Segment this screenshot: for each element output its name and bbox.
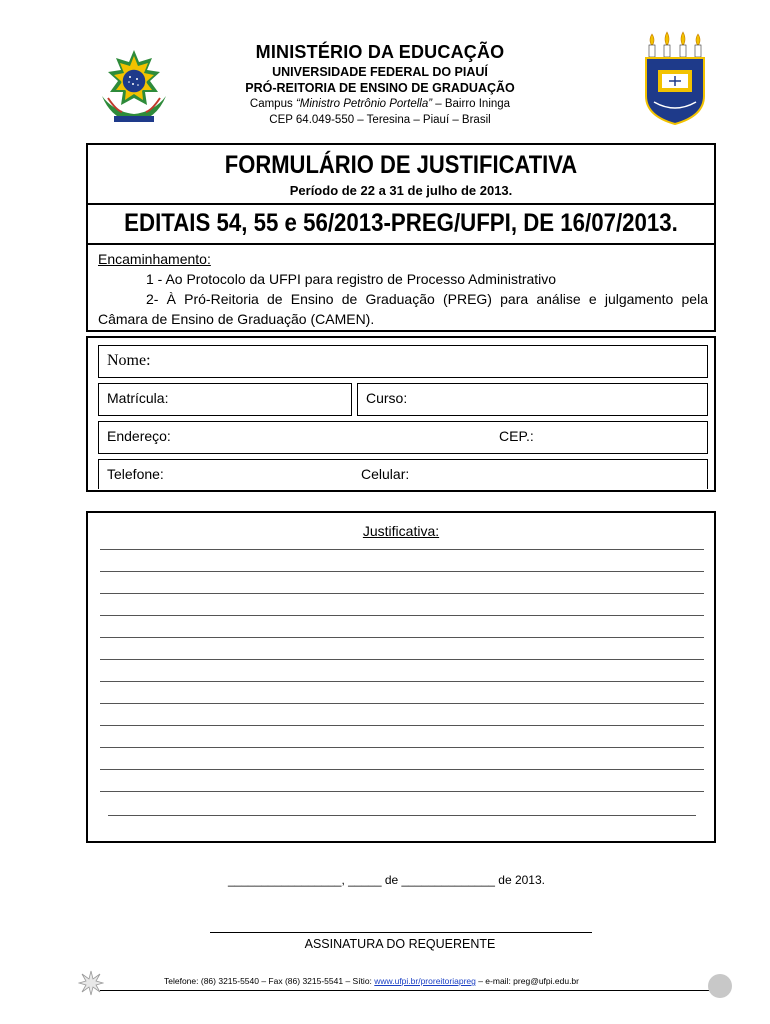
encaminhamento-item-1: 1 - Ao Protocolo da UFPI para registro de Processo Administrativo	[146, 271, 557, 287]
period-text: Período de 22 a 31 de julho de 2013.	[289, 183, 513, 198]
footer-rule	[100, 990, 716, 991]
telefone-label: Telefone:	[107, 466, 164, 482]
page-circle-icon[interactable]	[708, 974, 732, 998]
campus-prefix: Campus	[249, 98, 296, 110]
signature-label: ASSINATURA DO REQUERENTE	[304, 937, 496, 951]
footer-text-before: Telefone: (86) 3215-5540 – Fax (86) 3215-5541 – Sítio:	[164, 976, 375, 986]
pro-rectory-name: PRÓ-REITORIA DE ENSINO DE GRADUAÇÃO	[245, 81, 515, 95]
university-name: UNIVERSIDADE FEDERAL DO PIAUÍ	[272, 65, 488, 79]
curso-field[interactable]	[357, 383, 708, 416]
campus-line	[180, 98, 580, 110]
justificativa-line	[100, 769, 704, 770]
ministry-title: MINISTÉRIO DA EDUCAÇÃO	[255, 42, 505, 62]
justificativa-line	[100, 681, 704, 682]
nome-field[interactable]	[98, 345, 708, 378]
justificativa-line	[100, 747, 704, 748]
justificativa-line	[100, 549, 704, 550]
nome-label: Nome:	[107, 352, 151, 369]
footer-link[interactable]: www.ufpi.br/proreitoriapreg	[374, 976, 476, 986]
address-line: CEP 64.049-550 – Teresina – Piauí – Brasil	[269, 114, 491, 126]
encaminhamento-section	[98, 249, 708, 329]
date-line[interactable]: _________________, _____ de ______________ de 2013.	[228, 873, 545, 887]
editais-title: EDITAIS 54, 55 e 56/2013-PREG/UFPI, DE 16/07/2013.	[124, 209, 678, 237]
cep-label: CEP.:	[499, 428, 534, 444]
justificativa-line	[100, 791, 704, 792]
celular-label: Celular:	[361, 466, 410, 482]
justificativa-line	[100, 703, 704, 704]
matricula-label: Matrícula:	[107, 390, 169, 406]
justificativa-label: Justificativa:	[362, 523, 440, 539]
justificativa-line	[100, 659, 704, 660]
justificativa-line	[100, 593, 704, 594]
editais-separator	[88, 243, 714, 245]
justificativa-line	[100, 615, 704, 616]
telefone-field[interactable]	[98, 459, 708, 489]
justificativa-line	[100, 571, 704, 572]
footer-contact	[164, 976, 579, 986]
form-title: FORMULÁRIO DE JUSTIFICATIVA	[224, 151, 578, 179]
curso-label: Curso:	[366, 390, 408, 406]
endereco-label: Endereço:	[107, 428, 171, 444]
title-box	[86, 143, 716, 332]
encaminhamento-item-2-cont: Câmara de Ensino de Graduação (CAMEN).	[98, 311, 375, 327]
starburst-icon	[78, 970, 104, 996]
justificativa-box[interactable]	[86, 511, 716, 843]
endereco-field[interactable]	[98, 421, 708, 454]
title-separator	[88, 203, 714, 205]
brazil-coat-of-arms-icon	[92, 46, 176, 130]
encaminhamento-item-2: 2- À Pró-Reitoria de Ensino de Graduação (PREG) para análise e julgamento pela	[146, 291, 708, 307]
matricula-field[interactable]	[98, 383, 352, 416]
ufpi-emblem-icon	[640, 30, 710, 128]
footer-text-after: – e-mail: preg@ufpi.edu.br	[475, 976, 579, 986]
campus-suffix: – Bairro Ininga	[432, 98, 511, 110]
signature-line[interactable]	[210, 932, 592, 933]
justificativa-line	[100, 637, 704, 638]
justificativa-line	[108, 815, 696, 816]
encaminhamento-heading: Encaminhamento:	[98, 251, 211, 267]
personal-data-box	[86, 336, 716, 492]
campus-name: “Ministro Petrônio Portella”	[295, 98, 433, 110]
justificativa-line	[100, 725, 704, 726]
